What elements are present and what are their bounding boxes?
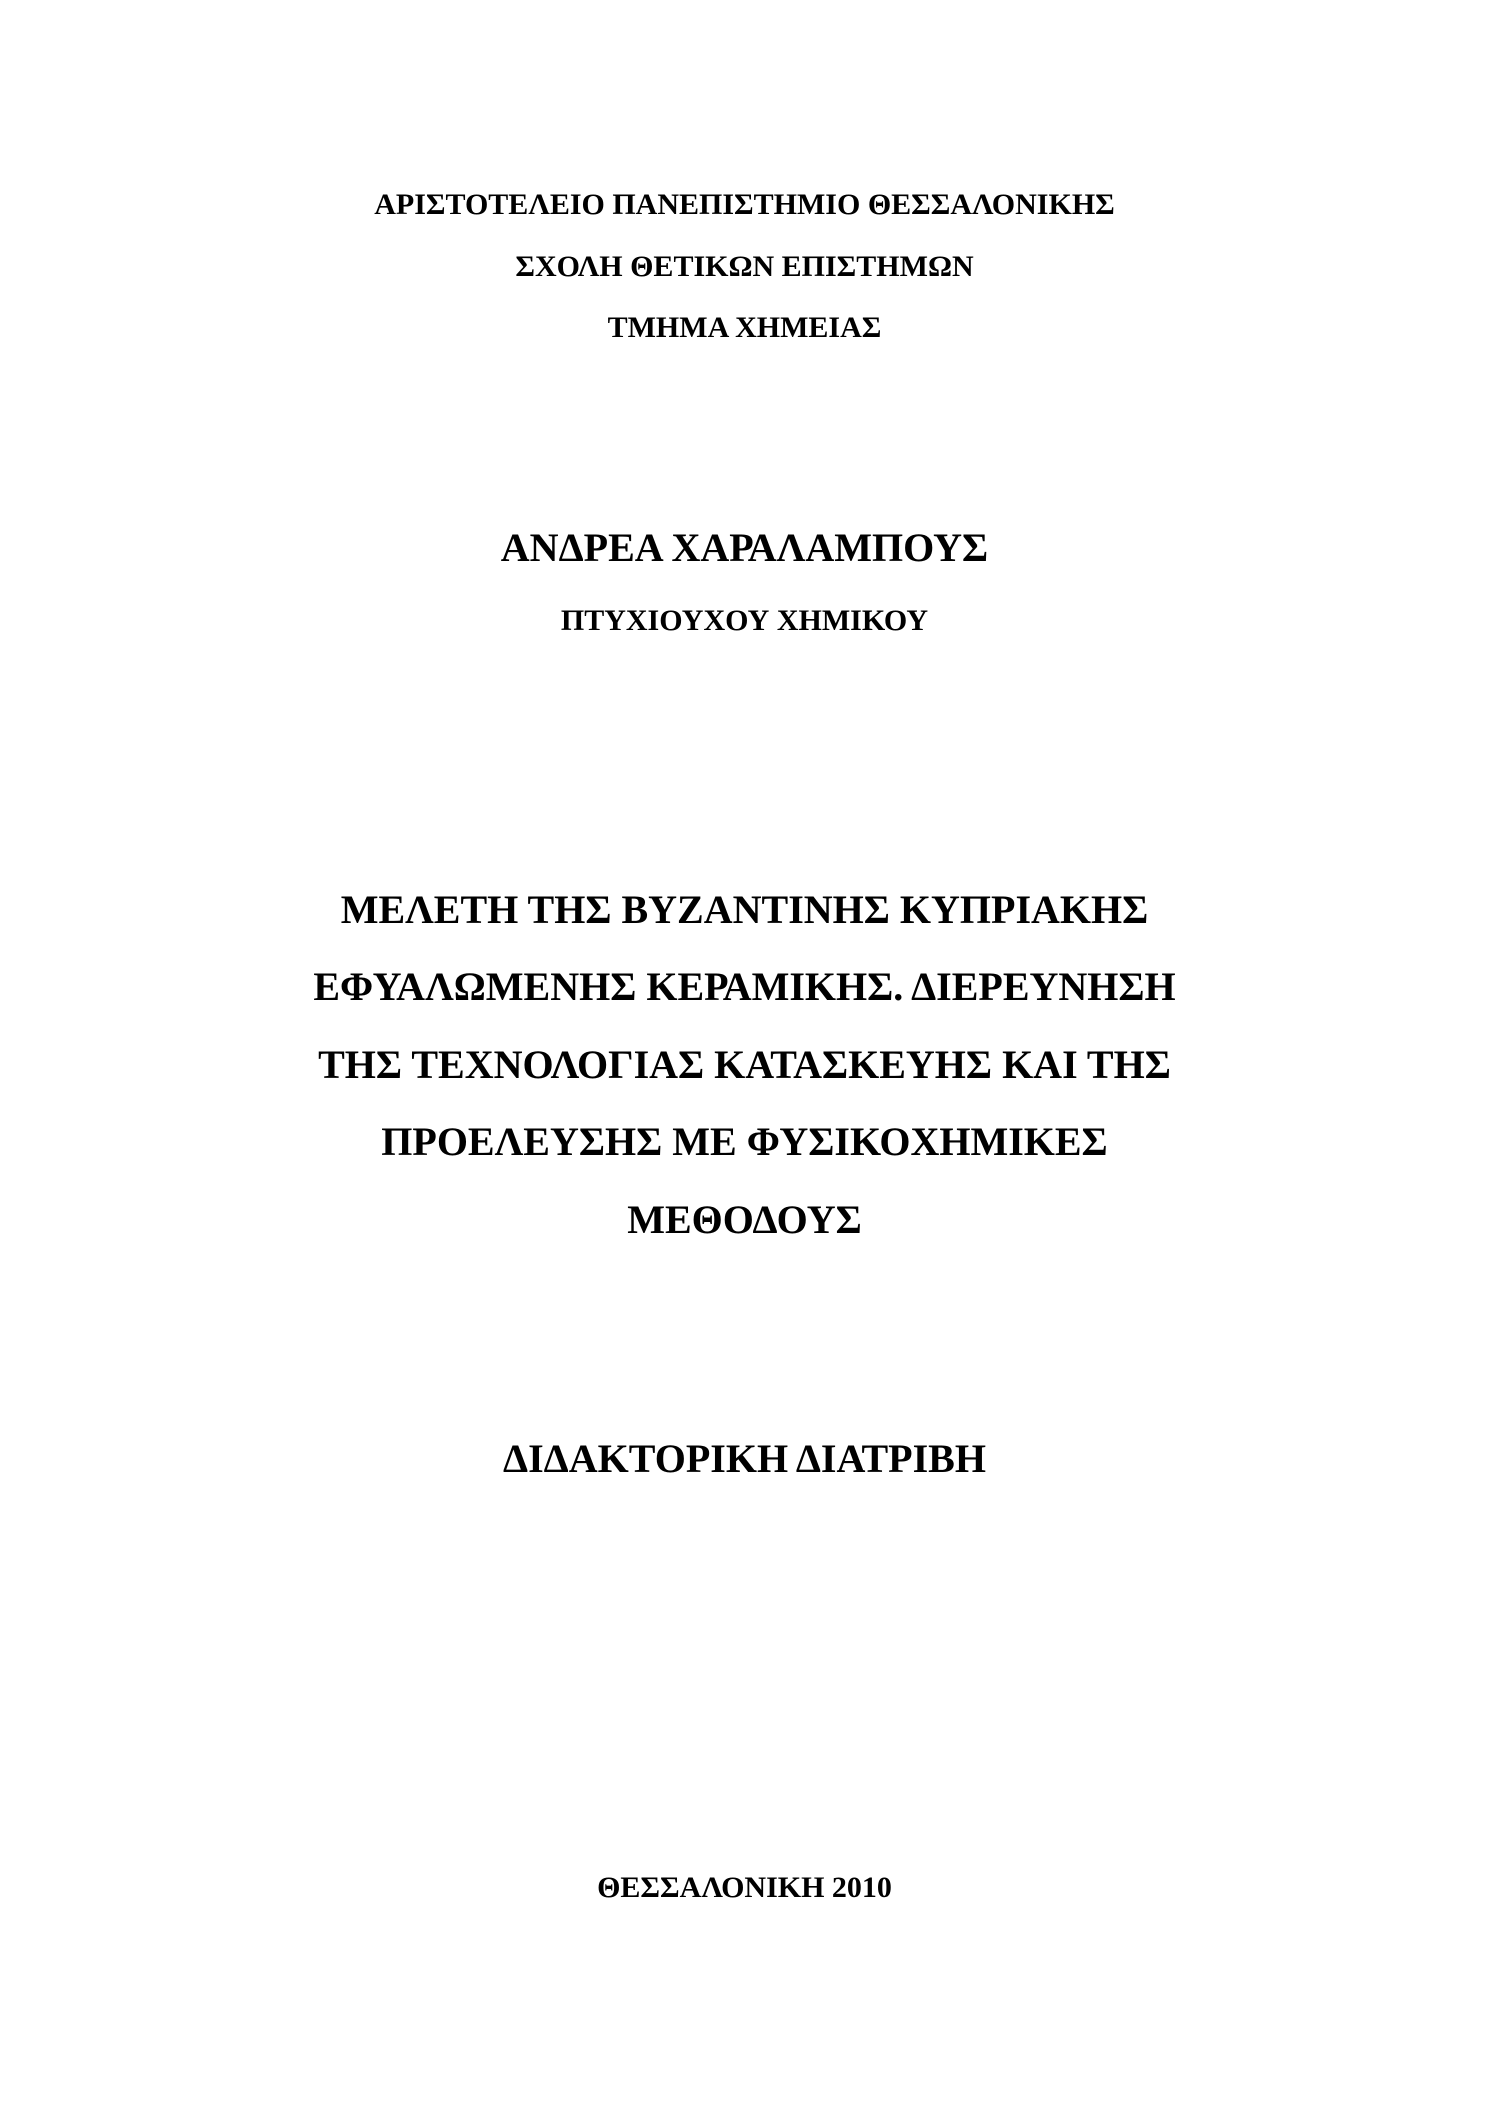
thesis-title-line-3: ΤΗΣ ΤΕΧΝΟΛΟΓΙΑΣ ΚΑΤΑΣΚΕΥΗΣ ΚΑΙ ΤΗΣ: [318, 1042, 1171, 1087]
thesis-title-line-2: ΕΦΥΑΛΩΜΕΝΗΣ ΚΕΡΑΜΙΚΗΣ. ΔΙΕΡΕΥΝΗΣΗ: [313, 964, 1176, 1009]
university-name: ΑΡΙΣΤΟΤΕΛΕΙΟ ΠΑΝΕΠΙΣΤΗΜΙΟ ΘΕΣΣΑΛΟΝΙΚΗΣ: [374, 188, 1115, 221]
place-year: ΘΕΣΣΑΛΟΝΙΚΗ 2010: [597, 1871, 892, 1904]
school-name: ΣΧΟΛΗ ΘΕΤΙΚΩΝ ΕΠΙΣΤΗΜΩΝ: [515, 250, 974, 283]
document-type: ΔΙΔΑΚΤΟΡΙΚΗ ΔΙΑΤΡΙΒΗ: [503, 1436, 986, 1481]
thesis-title-line-1: ΜΕΛΕΤΗ ΤΗΣ ΒΥΖΑΝΤΙΝΗΣ ΚΥΠΡΙΑΚΗΣ: [340, 887, 1149, 932]
author-name: ΑΝΔΡΕΑ ΧΑΡΑΛΑΜΠΟΥΣ: [500, 525, 989, 570]
thesis-title-line-5: ΜΕΘΟΔΟΥΣ: [627, 1197, 862, 1242]
thesis-title-line-4: ΠΡΟΕΛΕΥΣΗΣ ΜΕ ΦΥΣΙΚΟΧΗΜΙΚΕΣ: [381, 1119, 1108, 1164]
department-name: ΤΜΗΜΑ ΧΗΜΕΙΑΣ: [607, 311, 882, 344]
author-degree: ΠΤΥΧΙΟΥΧΟΥ ΧΗΜΙΚΟΥ: [560, 604, 929, 637]
